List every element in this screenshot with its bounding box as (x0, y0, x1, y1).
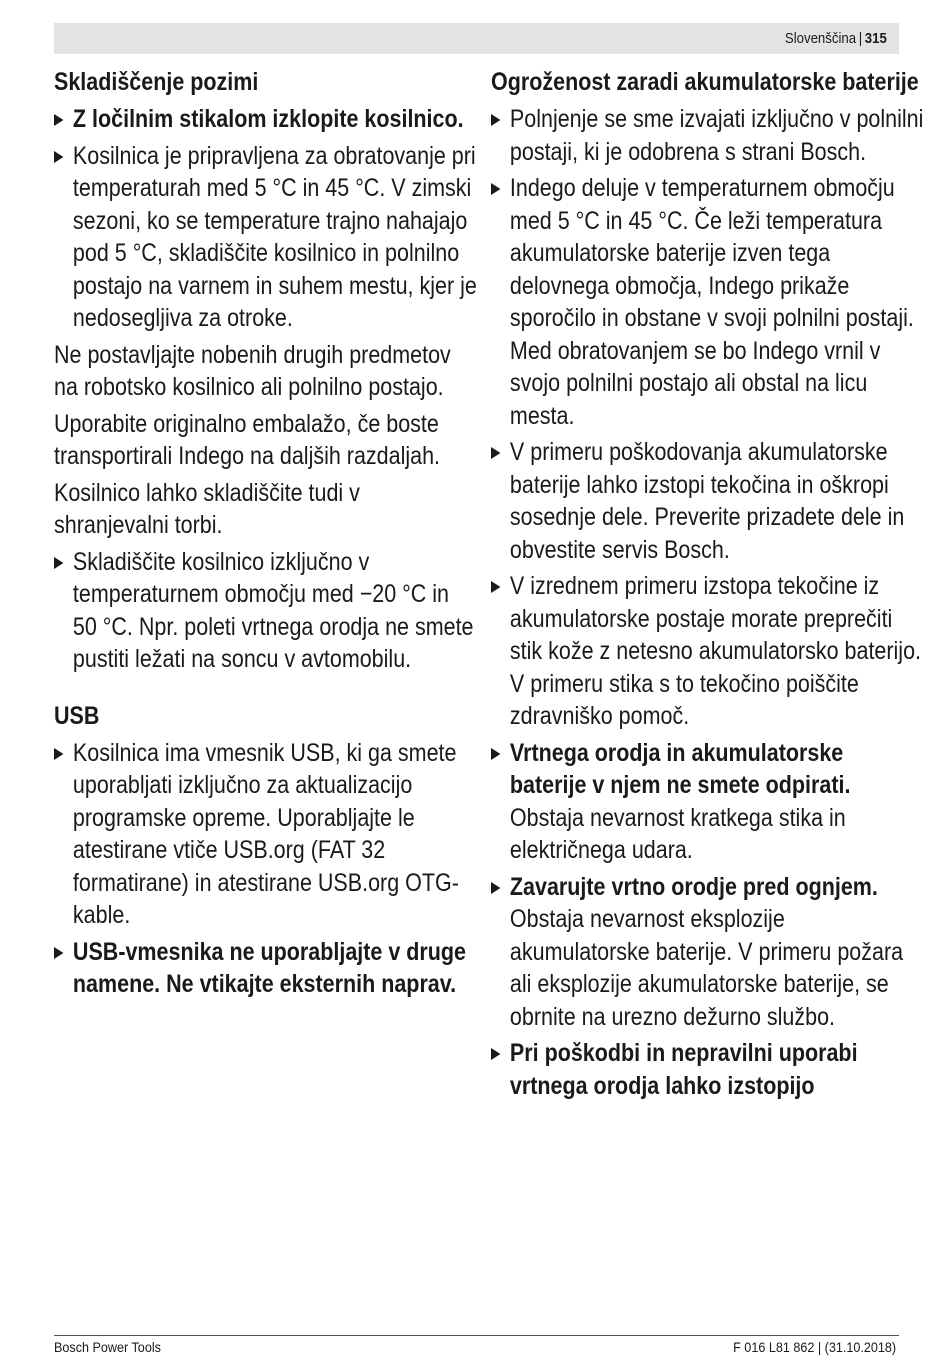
bullet-text: Obstaja nevarnost eksplozije akumulatorske baterije. V primeru požara ali eksplozije akumulatorske baterije, se obrnite na urezno dežurno službo. (509, 905, 904, 1031)
bullet-triangle-icon (54, 557, 63, 569)
bullet-text: Kosilnica je pripravljena za obratovanje pri temperaturah med 5 °C in 45 °C. V zimski sezoni, ko se temperature trajno nahajajo pod 5 °C, skladiščite kosilnico in polnilno postajo na varnem in suhem mestu, kjer je nedosegljiva za otroke. (72, 141, 477, 332)
paragraph: Uporabite originalno embalažo, če boste transportirali Indego na daljših razdaljah. (54, 409, 441, 470)
bullet-item (491, 172, 924, 432)
bullet-text: Indego deluje v temperaturnem območju med 5 °C in 45 °C. Če leži temperatura akumulatorske baterije izven tega delovnega območja, Indego prikaže sporočilo in obstane v svoji polnilni postaji. Med obratovanjem se bo Indego vrnil v svojo polnilni postajo ali obstal na licu mesta. (509, 174, 914, 430)
bullet-text: Kosilnica ima vmesnik USB, ki ga smete uporabljati izključno za aktualizacijo programske opreme. Uporabljajte le atestirane vtiče USB.org (FAT 32 formatirane) in atestirane USB.org OTG-kable. (72, 738, 459, 929)
bullet-triangle-icon (54, 748, 63, 760)
page-header (54, 23, 899, 54)
right-column (491, 66, 924, 1106)
header-page-number: 315 (864, 30, 887, 47)
bullet-triangle-icon (54, 114, 63, 126)
bullet-triangle-icon (491, 183, 500, 195)
bullet-text: Polnjenje se sme izvajati izključno v polnilni postaji, ki je odobrena s strani Bosch. (509, 105, 924, 166)
bullet-text: Obstaja nevarnost kratkega stika in električnega udara. (509, 803, 846, 864)
bullet-bold-text: Vrtnega orodja in akumulatorske baterije v njem ne smete odpirati. (509, 738, 851, 799)
bullet-triangle-icon (54, 151, 63, 163)
header-language: Slovenščina (785, 30, 857, 47)
left-column (54, 66, 477, 1005)
footer-divider (54, 1335, 899, 1336)
bullet-text: USB-vmesnika ne uporabljajte v druge namene. Ne vtikajte eksternih naprav. (72, 937, 467, 998)
section-heading-winter-storage: Skladiščenje pozimi (54, 68, 259, 96)
bullet-triangle-icon (491, 114, 500, 126)
footer-brand: Bosch Power Tools (54, 1339, 161, 1355)
bullet-text: Z ločilnim stikalom izklopite kosilnico. (72, 105, 464, 133)
bullet-triangle-icon (491, 748, 500, 760)
footer-doc-id: F 016 L81 862 | (31.10.2018) (733, 1339, 896, 1355)
section-heading-battery-hazard: Ogroženost zaradi akumulatorske baterije (491, 68, 919, 96)
bullet-item (491, 103, 924, 168)
bullet-item (54, 936, 477, 1001)
bullet-item (54, 546, 477, 676)
bullet-triangle-icon (491, 1048, 500, 1060)
bullet-text: V primeru poškodovanja akumulatorske baterije lahko izstopi tekočina in oškropi sosednje dele. Preverite prizadete dele in obvestite servis Bosch. (509, 438, 905, 564)
bullet-item (491, 570, 924, 733)
section-heading-usb: USB (54, 701, 100, 730)
bullet-bold-text: Zavarujte vrtno orodje pred ognjem. (509, 872, 878, 901)
bullet-item (491, 871, 924, 1034)
bullet-bold-text: Pri poškodbi in nepravilni uporabi vrtnega orodja lahko izstopijo (509, 1039, 858, 1100)
header-separator: | (858, 30, 863, 47)
paragraph: Ne postavljajte nobenih drugih predmetov na robotsko kosilnico ali polnilno postajo. (54, 340, 451, 401)
bullet-text: Skladiščite kosilnico izključno v temperaturnem območju med −20 °C in 50 °C. Npr. poleti vrtnega orodja ne smete pustiti ležati na soncu v avtomobilu. (72, 547, 474, 673)
bullet-triangle-icon (54, 947, 63, 959)
bullet-item (54, 140, 477, 335)
bullet-item (54, 737, 477, 932)
bullet-triangle-icon (491, 447, 500, 459)
bullet-triangle-icon (491, 882, 500, 894)
bullet-item (491, 1037, 924, 1102)
bullet-item (491, 436, 924, 566)
bullet-triangle-icon (491, 581, 500, 593)
header-text (785, 30, 887, 47)
bullet-item (54, 103, 477, 136)
bullet-item (491, 737, 924, 867)
bullet-text: V izrednem primeru izstopa tekočine iz akumulatorske postaje morate preprečiti stik kože z netesno akumulatorsko baterijo. V primeru stika s to tekočino poiščite zdravniško pomoč. (509, 572, 922, 730)
paragraph: Kosilnico lahko skladiščite tudi v shranjevalni torbi. (54, 478, 360, 539)
